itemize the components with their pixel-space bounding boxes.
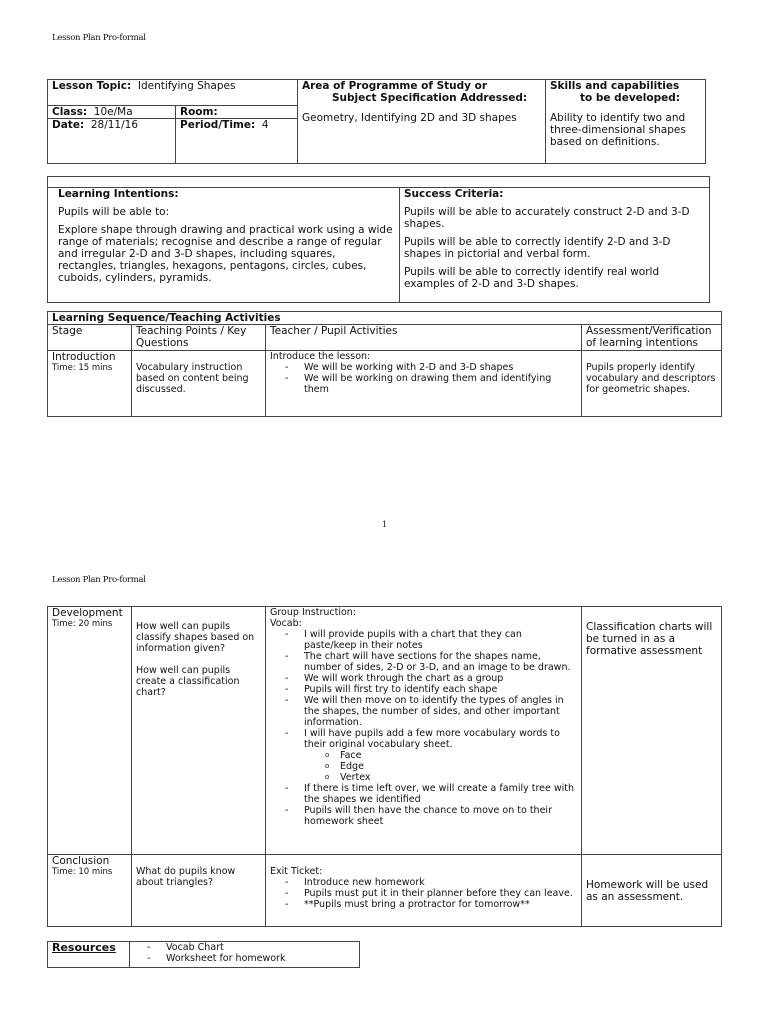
list-item: - If there is time left over, we will create a family tree with the shapes we identified: [304, 783, 577, 805]
development-points: How well can pupils classify shapes based on information given? How well can pupils create a classification chart?: [132, 607, 266, 855]
col-assessment: Assessment/Verification of learning intentions: [582, 325, 722, 351]
class-cell: Class: 10e/Ma: [48, 106, 176, 119]
intro-points: Vocabulary instruction based on content being discussed.: [132, 351, 266, 417]
learning-intentions-title: Learning Intentions:: [58, 188, 179, 200]
list-item: - I will have pupils add a few more vocabulary words to their original vocabulary sheet. o Face o Edge o Vertex: [304, 728, 577, 783]
area-cell: Area of Programme of Study or Subject Specification Addressed: Geometry, Identifying 2D and 3D shapes: [298, 80, 546, 164]
area-value: Geometry, Identifying 2D and 3D shapes: [302, 112, 517, 124]
skills-value: Ability to identify two and three-dimensional shapes based on definitions.: [550, 112, 686, 148]
resources-label-cell: [48, 942, 130, 968]
topic-value: Identifying Shapes: [137, 80, 236, 92]
list-item: - I will provide pupils with a chart that they can paste/keep in their notes: [304, 629, 577, 651]
sequence-table-2: [47, 606, 722, 927]
development-activities: Group Instruction: Vocab: - I will provide pupils with a chart that they can paste/keep in their notes - The chart will have sections for the shapes name, number of sides, 2-D or 3-D, and an image to be drawn. - We will work through the chart as a group - Pupils will first try to identify each shape - We will then move on to identify the types of angles in the shapes, the number of sides, and other important information. - I will have pupils add a few more vocabulary words to their original vocabulary sheet. o Face o Edge o Vertex - If there is time left over, we will create a family tree with the shapes we identified - Pupils will then have the chance to move on to their homework sheet: [266, 607, 582, 855]
topic-cell: Lesson Topic: Identifying Shapes: [48, 80, 298, 106]
list-item: - **Pupils must bring a protractor for tomorrow**: [304, 899, 577, 910]
conclusion-assessment: Homework will be used as an assessment.: [582, 855, 722, 927]
development-assessment: Classification charts will be turned in as a formative assessment: [582, 607, 722, 855]
list-item: - Introduce new homework: [304, 877, 577, 888]
success-criteria-title: Success Criteria:: [404, 188, 504, 200]
sub-list-item: o Vertex: [340, 772, 577, 783]
list-item: - The chart will have sections for the shapes name, number of sides, 2-D or 3-D, and an image to be drawn.: [304, 651, 577, 673]
list-item: - We will be working with 2-D and 3-D shapes: [304, 362, 577, 373]
sub-list-item: o Edge: [340, 761, 577, 772]
page-number: 1: [382, 520, 388, 529]
list-item: - Vocab Chart: [166, 942, 355, 953]
development-stage: Development Time: 20 mins: [48, 607, 132, 855]
page-header: Lesson Plan Pro-formal: [52, 33, 146, 43]
intro-stage: Introduction Time: 15 mins: [48, 351, 132, 417]
intro-assessment: Pupils properly identify vocabulary and descriptors for geometric shapes.: [582, 351, 722, 417]
col-activities: Teacher / Pupil Activities: [266, 325, 582, 351]
date-cell: Date: 28/11/16: [48, 119, 176, 164]
period-cell: Period/Time: 4: [176, 119, 298, 164]
conclusion-stage: Conclusion Time: 10 mins: [48, 855, 132, 927]
learning-table: [47, 176, 710, 303]
skills-cell: Skills and capabilities to be developed: Ability to identify two and three-dimensional shapes based on definitions.: [546, 80, 706, 164]
sequence-title: Learning Sequence/Teaching Activities: [48, 312, 722, 325]
learning-intentions-cell: Learning Intentions: Pupils will be able to: Explore shape through drawing and practical work using a wide range of materials; recognise and describe a range of regular and irregular 2-D and 3-D shapes, including squares, rectangles, triangles, hexagons, pentagons, circles, cubes, cuboids, cylinders, pyramids.: [48, 188, 400, 303]
intro-activities: Introduce the lesson: - We will be working with 2-D and 3-D shapes - We will be working on drawing them and identifying them: [266, 351, 582, 417]
sequence-table: [47, 311, 722, 417]
col-stage: Stage: [48, 325, 132, 351]
page-header-2: Lesson Plan Pro-formal: [52, 575, 146, 585]
resources-table: [47, 941, 360, 968]
list-item: - Worksheet for homework: [166, 953, 355, 964]
col-points: Teaching Points / Key Questions: [132, 325, 266, 351]
resources-label: Resources: [52, 941, 116, 954]
list-item: - We will be working on drawing them and identifying them: [304, 373, 577, 395]
conclusion-points: What do pupils know about triangles?: [132, 855, 266, 927]
room-cell: Room:: [176, 106, 298, 119]
list-item: - We will work through the chart as a group: [304, 673, 577, 684]
resources-list-cell: [130, 942, 360, 968]
lesson-info-table: [47, 79, 706, 164]
list-item: - Pupils will first try to identify each shape: [304, 684, 577, 695]
conclusion-activities: Exit Ticket: - Introduce new homework - Pupils must put it in their planner before they can leave. - **Pupils must bring a protractor for tomorrow**: [266, 855, 582, 927]
success-criteria-cell: Success Criteria: Pupils will be able to accurately construct 2-D and 3-D shapes. Pupils will be able to correctly identify 2-D and 3-D shapes in pictorial and verbal form. Pupils will be able to correctly identify real world examples of 2-D and 3-D shapes.: [400, 188, 710, 303]
list-item: - We will then move on to identify the types of angles in the shapes, the number of sides, and other important information.: [304, 695, 577, 728]
list-item: - Pupils must put it in their planner before they can leave.: [304, 888, 577, 899]
list-item: - Pupils will then have the chance to move on to their homework sheet: [304, 805, 577, 827]
sub-list-item: o Face: [340, 750, 577, 761]
